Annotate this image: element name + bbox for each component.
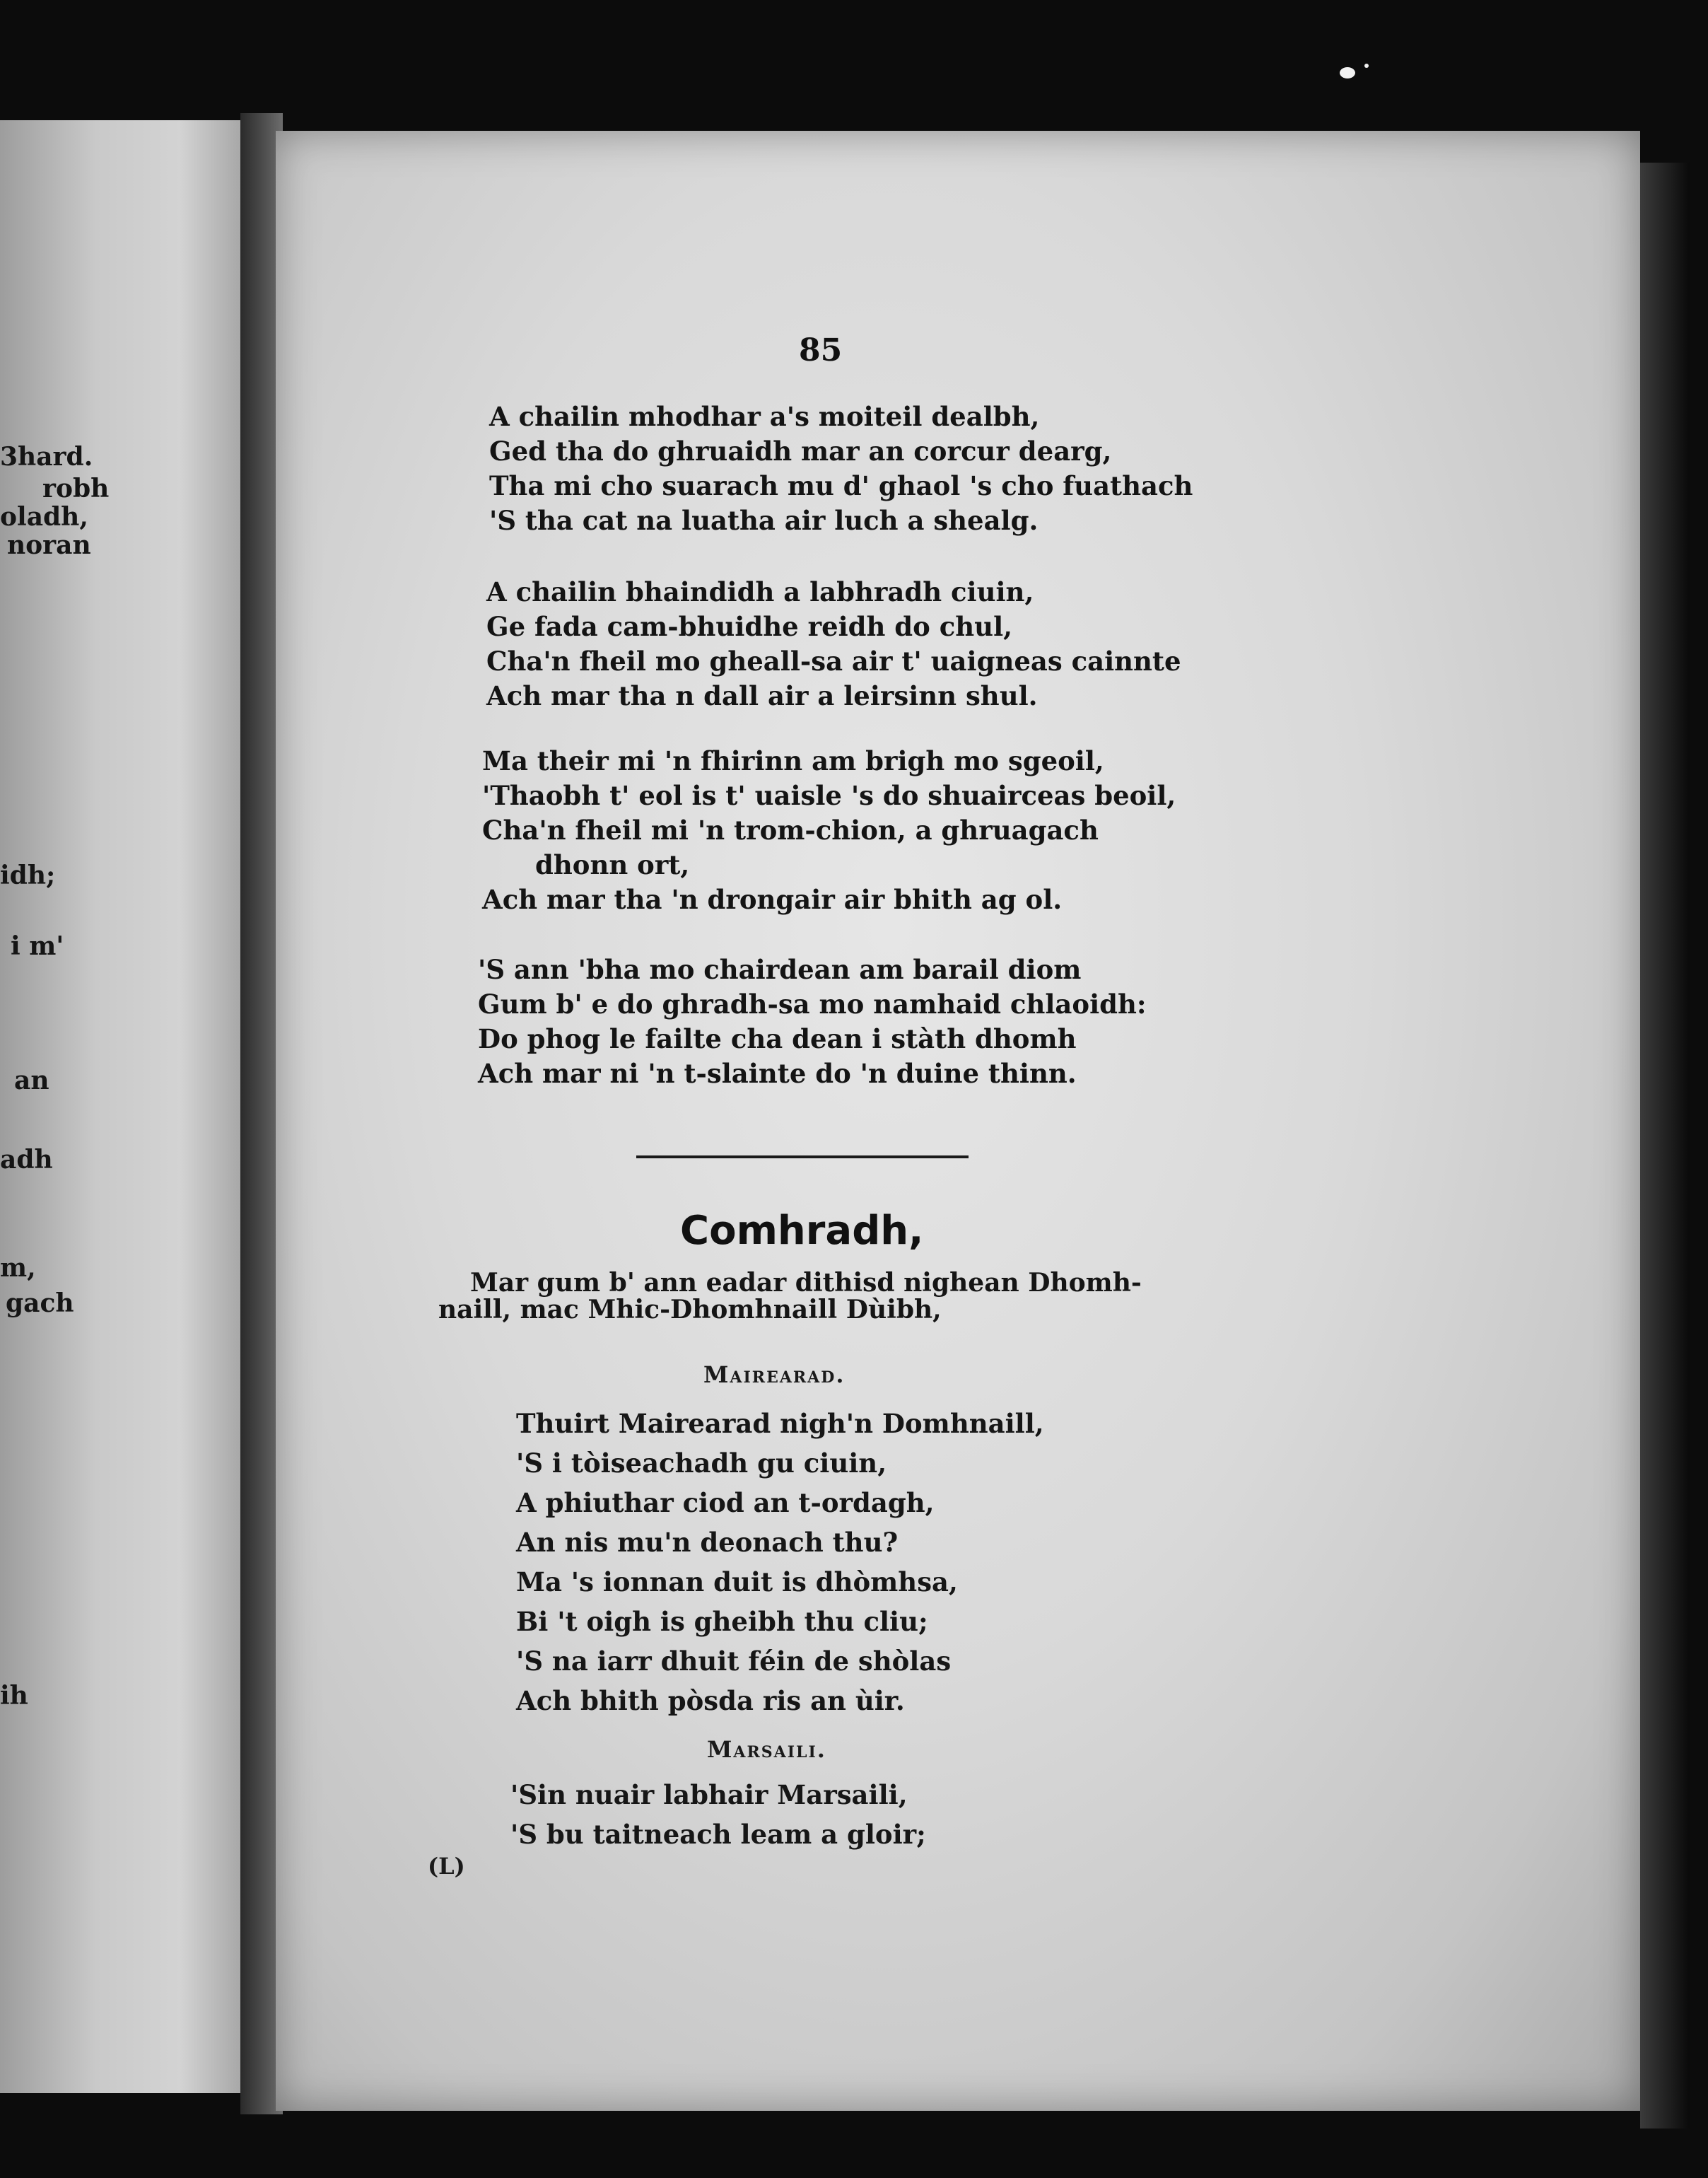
section-intro [438, 1269, 1142, 1323]
left-fragment: i m' [11, 931, 64, 961]
left-fragment: ih [0, 1681, 28, 1711]
verse-line: 'S na iarr dhuit féin de shòlas [516, 1646, 952, 1677]
verse-line: Ma their mi 'n fhirinn am brigh mo sgeoil, [482, 745, 1104, 776]
left-fragment: oladh, [0, 502, 88, 532]
verse-line: A phiuthar ciod an t-ordagh, [516, 1487, 935, 1518]
verse-line: Ach mar ni 'n t-slainte do 'n duine thinn. [478, 1058, 1077, 1089]
speaker-name: Marsaili. [707, 1736, 826, 1763]
dust-speck [1340, 67, 1355, 78]
stanza-4 [478, 953, 1147, 1091]
page-edge-shadow [1640, 163, 1690, 2128]
verse-line: Tha mi cho suarach mu d' ghaol 's cho fuathach [489, 470, 1193, 501]
verse-line: 'S i tòiseachadh gu ciuin, [516, 1448, 887, 1479]
verse-line: Ma 's ionnan duit is dhòmhsa, [516, 1566, 958, 1597]
verse-line: Gum b' e do ghradh-sa mo namhaid chlaoidh: [478, 989, 1147, 1020]
signature-mark: (L) [428, 1853, 465, 1880]
left-fragment: idh; [0, 861, 56, 890]
verse-line: 'Sin nuair labhair Marsaili, [510, 1779, 908, 1810]
speaker-name: Mairearad. [703, 1361, 846, 1388]
left-fragment: gach [6, 1288, 74, 1318]
verse-line: Cha'n fheil mo gheall-sa air t' uaigneas cainnte [486, 646, 1181, 677]
speech-marsaili [510, 1775, 926, 1854]
section-title: Comhradh, [680, 1208, 924, 1254]
intro-line: Mar gum b' ann eadar dithisd nighean Dhomh- [470, 1268, 1142, 1298]
verse-line: Ach bhith pòsda ris an ùir. [516, 1685, 905, 1716]
verse-line: Ach mar tha n dall air a leirsinn shul. [486, 680, 1038, 711]
verse-line: 'S tha cat na luatha air luch a shealg. [489, 505, 1039, 536]
verse-line: Ach mar tha 'n drongair air bhith ag ol. [482, 884, 1063, 915]
verse-line: dhonn ort, [535, 849, 690, 880]
left-fragment: robh [42, 474, 110, 503]
verse-line: Thuirt Mairearad nigh'n Domhnaill, [516, 1408, 1044, 1439]
stanza-3 [482, 744, 1176, 917]
left-fragment: noran [7, 530, 91, 560]
left-fragment: an [14, 1066, 49, 1095]
verse-line: 'S bu taitneach leam a gloir; [510, 1819, 926, 1850]
verse-line: Do phog le failte cha dean i stàth dhomh [478, 1023, 1077, 1054]
verse-line: Ge fada cam-bhuidhe reidh do chul, [486, 611, 1013, 642]
verse-line: A chailin bhaindidh a labhradh ciuin, [486, 576, 1034, 607]
left-fragment: 3hard. [0, 442, 93, 472]
verse-line: 'S ann 'bha mo chairdean am barail diom [478, 954, 1082, 985]
verse-line: Bi 't oigh is gheibh thu cliu; [516, 1606, 928, 1637]
stanza-1 [489, 400, 1193, 538]
left-fragment: m, [0, 1253, 36, 1283]
speech-mairearad [516, 1404, 1044, 1720]
dust-speck [1364, 64, 1369, 68]
left-fragment: adh [0, 1145, 53, 1175]
section-divider [636, 1155, 969, 1158]
verse-line: An nis mu'n deonach thu? [516, 1527, 899, 1558]
left-page [0, 120, 240, 2093]
verse-line: A chailin mhodhar a's moiteil dealbh, [489, 401, 1040, 432]
stanza-2 [486, 575, 1181, 714]
verse-line: Ged tha do ghruaidh mar an corcur dearg, [489, 436, 1112, 467]
intro-line: naill, mac Mhic-Dhomhnaill Dùibh, [438, 1295, 942, 1324]
verse-line: Cha'n fheil mi 'n trom-chion, a ghruagach [482, 815, 1099, 846]
page-number: 85 [799, 332, 843, 368]
verse-line: 'Thaobh t' eol is t' uaisle 's do shuairceas beoil, [482, 780, 1176, 811]
